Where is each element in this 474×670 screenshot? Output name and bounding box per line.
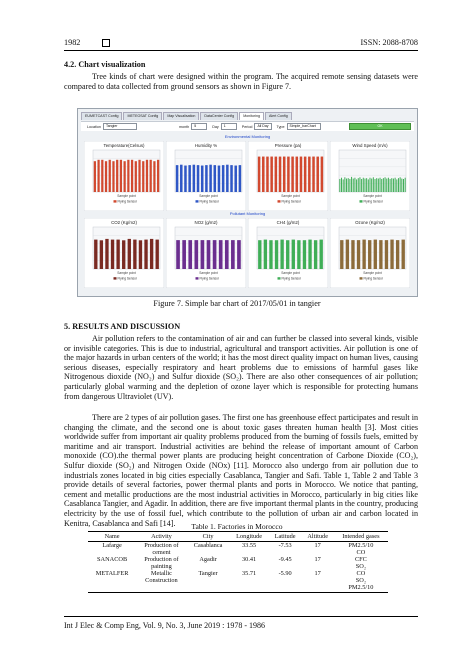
legend-label: Flying Sensor: [363, 276, 383, 281]
chart-title: Humidity %: [194, 143, 218, 148]
control-bar: [81, 121, 414, 131]
x-axis-label: Sample point: [117, 194, 136, 198]
table-row: [88, 542, 388, 557]
section-5-para-2: There are 2 types of air pollution gases. The first one has greenhouse effect participates and result in changing the climate, and the second one is about toxic gases threaten human health [3]. Most cities worldwide suffer from important air quality problems produced from the burning of fossils fuels, emitted by maritime and air transport. Industrial activities are behind the release of important amount of Carbon monoxide (CO).the thermal power plants are producing height concentration of Carbone Dioxide (CO₂), Sulfur dioxide (SO₂) and Nitrogen Oxide (NOx) [11]. Morocco also undergo from air pollution due to industrials zones located in big cities especially Casablanca, Tangier and Safi. Table 1, Table 2 and Table 3 provide details of several factories, power thermal plants and ports in Morocco. We notice that panting, cement and metallic productions are the most industrial activities in Morocco, particularly in big cities like Casablanca Tangier, and Agadir. In addition, there are five important thermal plants in the country, producing electricity by the use of fossil fuel, which contribute to the pollution of urban air and carbon located in Kenitra, Casablanca and Safi [14].: [64, 413, 418, 528]
bar: [380, 178, 381, 192]
table-row: [88, 570, 388, 593]
bar: [275, 157, 278, 192]
bar: [133, 240, 136, 269]
bar: [234, 166, 237, 192]
bar: [314, 240, 317, 269]
bar: [361, 179, 362, 192]
table-cell: SANACOB: [97, 556, 128, 563]
bar: [358, 178, 359, 192]
table-cell: -7.53: [278, 542, 292, 549]
bar: [308, 240, 311, 269]
bar: [320, 240, 323, 269]
table-cell: 17: [314, 542, 321, 549]
bar: [131, 160, 133, 192]
bar: [374, 240, 377, 269]
bar: [214, 165, 217, 192]
table-cell: PM2.5/10 CO: [348, 542, 374, 556]
bar: [176, 240, 180, 269]
bar: [391, 178, 392, 192]
bar: [400, 177, 401, 192]
chart-5: [84, 218, 164, 288]
bar: [94, 240, 97, 269]
table-cell: Production of painting: [144, 556, 179, 570]
bar: [402, 240, 405, 269]
table-cell: -9.45: [278, 556, 292, 563]
bar: [150, 239, 153, 269]
bar: [124, 161, 126, 192]
bar: [184, 166, 187, 192]
bar: [369, 178, 370, 192]
legend-label: Flying Sensor: [117, 276, 137, 281]
bar: [300, 157, 303, 192]
table-header-cell: Name: [88, 532, 136, 542]
bar: [94, 161, 96, 192]
table-cell: 17: [314, 556, 321, 563]
bar: [375, 179, 376, 192]
bar: [194, 240, 198, 269]
bar: [120, 160, 122, 192]
bar: [349, 179, 350, 192]
chart-4: [330, 141, 410, 211]
ok-button[interactable]: OK: [349, 123, 411, 130]
bar: [393, 179, 394, 192]
day-label: Day: [212, 124, 219, 129]
table-row: [88, 556, 388, 570]
bar: [321, 157, 324, 192]
bar: [388, 178, 389, 192]
chart-title: Wind Speed (m/s): [352, 143, 388, 148]
bar: [385, 177, 386, 192]
bar: [111, 240, 114, 269]
bar: [176, 165, 179, 192]
bar: [153, 161, 155, 192]
figure-7-screenshot: [77, 108, 418, 297]
bar: [230, 165, 233, 192]
env-monitoring-title: Environmental Monitoring: [224, 134, 271, 139]
table-cell: 17: [302, 570, 334, 593]
bar: [279, 157, 282, 192]
bar: [362, 240, 365, 269]
section-4-2-text: Tree kinds of chart were designed within the program. The acquired remote sensing datasets were compared to data collected from ground sensors as shown in Figure 7.: [64, 72, 418, 91]
bar: [280, 240, 283, 269]
legend-swatch: [114, 200, 117, 202]
bar: [269, 240, 272, 269]
bar: [139, 240, 142, 269]
bar: [304, 157, 307, 192]
tab-eumetcast-config[interactable]: EUMETCAST Config: [81, 112, 122, 120]
figure-caption: Figure 7. Simple bar chart of 2017/05/01 in tangier: [153, 299, 321, 308]
bar: [100, 240, 103, 269]
x-axis-label: Sample point: [117, 271, 136, 275]
bar: [270, 157, 273, 192]
chart-2: [166, 141, 246, 211]
table-cell: 33.55: [242, 542, 257, 549]
bar: [112, 161, 114, 192]
table-cell: Production of cement: [144, 542, 179, 556]
bar: [205, 165, 208, 192]
bar: [105, 239, 108, 269]
bar: [239, 165, 242, 192]
bar: [396, 240, 399, 269]
tab-alert-config[interactable]: Alert Config: [265, 112, 292, 120]
bar: [209, 165, 212, 192]
section-5-para-1: Air pollution refers to the contamination of air and can further be classed into several kinds, visible or invisible categories. This is due to industrial, agricultural and transport activities. Air pollution is one of the major hazards in urban centers of the world; it has the most direct quality impact on human lives, causing serious diseases, especially respiratory and heart problems due to emissions of harmful gases like Nitrogenous dioxide (NO₂) and Sulfur dioxide (SO₂). There are also other consequences of air pollution; particularly global warming and the depletion of ozone layer which is responsible for protecting humans from dangerous Ultraviolet (UV).: [64, 334, 418, 401]
bar: [287, 157, 290, 192]
bar: [373, 177, 374, 192]
bar: [297, 240, 300, 269]
bar: [218, 166, 221, 192]
chart-title: CO2 (Kg/m2): [111, 220, 137, 225]
bar: [386, 179, 387, 192]
table-cell: -5.90: [269, 570, 302, 593]
bar: [201, 240, 205, 269]
bar: [381, 179, 382, 192]
bar: [368, 240, 371, 269]
bar: [283, 157, 286, 192]
location-select[interactable]: Tangier: [103, 123, 137, 130]
bar: [180, 165, 183, 192]
bar: [383, 178, 384, 192]
bar: [341, 178, 342, 192]
bar: [368, 179, 369, 192]
bar: [339, 179, 340, 192]
bar: [351, 177, 352, 192]
bar: [396, 179, 397, 192]
legend-label: Flying Sensor: [199, 276, 219, 281]
month-select[interactable]: 5: [191, 123, 207, 130]
bar: [144, 240, 147, 269]
checkbox-glyph-icon: [102, 39, 110, 47]
table-cell: Lafarge: [102, 542, 122, 549]
bar: [109, 160, 111, 192]
legend-label: Flying Sensor: [117, 199, 137, 204]
bar: [286, 240, 289, 269]
location-label: Location: [87, 124, 101, 129]
bar: [182, 240, 186, 269]
x-axis-label: Sample point: [363, 194, 382, 198]
bar: [359, 177, 360, 192]
bar: [225, 240, 229, 269]
bar: [219, 240, 223, 269]
bar: [366, 178, 367, 192]
bar: [403, 179, 404, 192]
footer-rule: [64, 616, 418, 617]
chart-6: [166, 218, 246, 288]
table-cell: CFC SO₂: [354, 556, 367, 570]
pollutant-monitoring-title: Pollutant Monitoring: [229, 211, 266, 216]
bar: [356, 179, 357, 192]
legend-label: Flying Sensor: [199, 199, 219, 204]
bar: [266, 157, 269, 192]
header-rule: [64, 50, 418, 51]
bar: [316, 157, 319, 192]
x-axis-label: Sample point: [281, 271, 300, 275]
chart-title: CH4 (g/m2): [276, 220, 300, 225]
bar: [364, 179, 365, 192]
bar: [296, 157, 299, 192]
legend-swatch: [196, 200, 199, 202]
bar: [376, 178, 377, 192]
bar: [127, 160, 129, 192]
chart-title: Ozone (Kg/m2): [355, 220, 385, 225]
bar: [142, 161, 144, 192]
bar: [213, 240, 217, 269]
section-5-title: 5. RESULTS AND DISCUSSION: [64, 322, 181, 331]
bar: [312, 157, 315, 192]
month-label: month: [178, 124, 190, 129]
table-cell: Agadir: [199, 556, 217, 563]
bar: [237, 240, 241, 269]
chart-8: [330, 218, 410, 288]
chart-title: NO2 (g/m2): [194, 220, 218, 225]
bar: [193, 165, 196, 192]
table-header-cell: Intended gases: [334, 532, 388, 542]
bar: [348, 178, 349, 192]
table-cell: Tangier: [187, 570, 230, 593]
page-number: 1982: [64, 38, 81, 47]
bar: [156, 240, 159, 269]
tab-monitoring[interactable]: Monitoring: [239, 112, 264, 120]
bar: [201, 166, 204, 192]
bar: [346, 240, 349, 269]
bar: [105, 161, 107, 192]
bar: [97, 160, 99, 192]
chart-3: [248, 141, 328, 211]
legend-label: Flying Sensor: [281, 276, 301, 281]
chart-title: Pressure (pa): [274, 143, 302, 148]
bar: [385, 240, 388, 269]
bar: [116, 160, 118, 192]
bar: [231, 240, 235, 269]
factories-table: [88, 531, 388, 593]
issn: ISSN: 2088-8708: [360, 38, 418, 47]
bar: [188, 165, 191, 192]
table-cell: Casablanca: [193, 542, 223, 549]
bar: [378, 179, 379, 192]
bar: [275, 240, 278, 269]
bar: [258, 240, 261, 269]
type-select[interactable]: Simple_barChart: [287, 123, 321, 130]
bar: [303, 240, 306, 269]
table-header-cell: Activity: [136, 532, 186, 542]
bar: [188, 240, 192, 269]
section-4-2-title: 4.2. Chart visualization: [64, 60, 146, 69]
table-header-cell: Longitude: [230, 532, 269, 542]
bar: [379, 240, 382, 269]
bar: [258, 157, 261, 192]
bar: [292, 240, 295, 269]
legend-swatch: [360, 277, 363, 279]
bar: [291, 157, 294, 192]
legend-swatch: [196, 277, 199, 279]
bar: [308, 157, 311, 192]
legend-label: Flying Sensor: [281, 199, 301, 204]
chart-7: [248, 218, 328, 288]
bar: [346, 179, 347, 192]
tab-map-visualisation[interactable]: Map Visualisation: [163, 112, 199, 120]
bar: [390, 240, 393, 269]
bar: [363, 178, 364, 192]
bar: [390, 179, 391, 192]
chart-title: Temperature(Celsus): [103, 143, 145, 148]
bar: [128, 239, 131, 269]
bar: [157, 160, 159, 192]
bar: [340, 240, 343, 269]
bar: [344, 177, 345, 192]
bar: [150, 160, 152, 192]
table-header-cell: Latitude: [269, 532, 302, 542]
x-axis-label: Sample point: [199, 271, 218, 275]
table-cell: 35.71: [230, 570, 269, 593]
plot-area: [339, 150, 406, 192]
bar: [146, 160, 148, 192]
table-cell: Metallic Construction: [136, 570, 186, 593]
table-cell: CO SO₂ PM2.5/10: [334, 570, 388, 593]
bar: [353, 179, 354, 192]
bar: [357, 240, 360, 269]
table-cell: 30.41: [242, 556, 257, 563]
day-select[interactable]: 1: [221, 123, 237, 130]
bar: [405, 178, 406, 192]
bar: [401, 179, 402, 192]
legend-swatch: [360, 200, 363, 202]
legend-swatch: [278, 200, 281, 202]
bar: [354, 178, 355, 192]
bar: [371, 179, 372, 192]
legend-swatch: [114, 277, 117, 279]
bar: [226, 165, 229, 192]
table-header-row: [88, 532, 388, 542]
table-caption: Table 1. Factories in Morocco: [191, 522, 283, 531]
legend-swatch: [278, 277, 281, 279]
x-axis-label: Sample point: [281, 194, 300, 198]
x-axis-label: Sample point: [363, 271, 382, 275]
bar: [222, 165, 225, 192]
x-axis-label: Sample point: [199, 194, 218, 198]
bar: [122, 240, 125, 269]
table-header-cell: City: [187, 532, 230, 542]
bar: [135, 161, 137, 192]
table-cell: METALFER: [88, 570, 136, 593]
chart-1: [84, 141, 164, 211]
footer-text: Int J Elec & Comp Eng, Vol. 9, No. 3, June 2019 : 1978 - 1986: [64, 621, 266, 630]
bar: [351, 240, 354, 269]
bar: [138, 160, 140, 192]
bar: [395, 178, 396, 192]
table-header-cell: Altitude: [302, 532, 334, 542]
tab-datacenter-config[interactable]: DataCenter Config: [200, 112, 238, 120]
type-label: Type: [276, 124, 285, 129]
bar: [116, 240, 119, 269]
bar: [101, 160, 103, 192]
bar: [343, 179, 344, 192]
bar: [207, 240, 211, 269]
legend-label: Flying Sensor: [363, 199, 383, 204]
bar: [398, 178, 399, 192]
tab-meteosat-config[interactable]: METEOSAT Config: [123, 112, 162, 120]
bar: [264, 240, 267, 269]
period-select[interactable]: All Day: [254, 123, 271, 130]
tab-bar: [81, 112, 414, 120]
bar: [262, 157, 265, 192]
period-label: Period: [241, 124, 253, 129]
bar: [197, 165, 200, 192]
